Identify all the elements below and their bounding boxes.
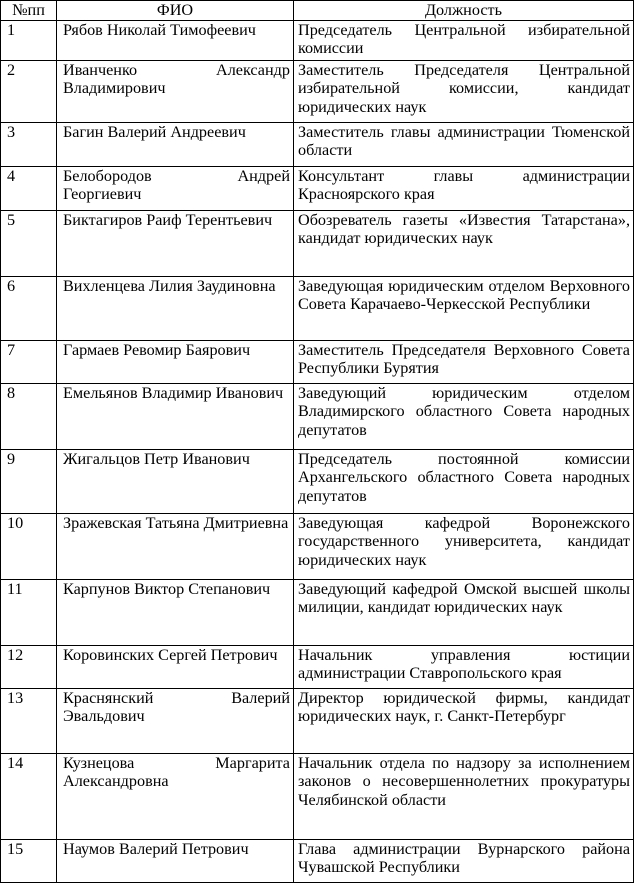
row-num: 4 [1,167,57,211]
table-header [1,1,634,21]
table-row [1,580,634,646]
table-row [1,514,634,580]
row-num: 1 [1,21,57,61]
row-position: Заведующая юридическим отделом Верховного Совета Карачаево-Черкесской Республики [294,277,634,341]
row-fio: Гармаев Ревомир Баярович [57,341,294,384]
row-fio: Рябов Николай Тимофеевич [57,21,294,61]
row-position: Заместитель Председателя Верховного Совета Республики Бурятия [294,341,634,384]
row-fio: Багин Валерий Андреевич [57,123,294,167]
row-position: Начальник управления юстиции администрации Ставропольского края [294,646,634,689]
row-fio: Вихленцева Лилия Заудиновна [57,277,294,341]
row-position: Глава администрации Вурнарского района Чувашской Республики [294,840,634,883]
row-position: Заведующий юридическим отделом Владимирского областного Совета народных депутатов [294,384,634,450]
row-fio: Зражевская Татьяна Дмитриевна [57,514,294,580]
row-num: 2 [1,61,57,123]
row-fio: Белобородов Андрей Георгиевич [57,167,294,211]
row-num: 7 [1,341,57,384]
table-row [1,689,634,754]
header-position: Должность [294,1,634,21]
header-num: №пп [1,1,57,21]
row-fio: Иванченко Александр Владимирович [57,61,294,123]
row-position: Начальник отдела по надзору за исполнением законов о несовершеннолетних прокуратуры Челябинской области [294,754,634,840]
row-fio: Карпунов Виктор Степанович [57,580,294,646]
table-row [1,450,634,514]
row-num: 10 [1,514,57,580]
row-num: 3 [1,123,57,167]
table-row [1,21,634,61]
table-row [1,341,634,384]
table-body [1,21,634,883]
row-fio: Коровинских Сергей Петрович [57,646,294,689]
row-num: 11 [1,580,57,646]
table-row [1,123,634,167]
row-position: Председатель постоянной комиссии Архангельского областного Совета народных депутатов [294,450,634,514]
table-row [1,646,634,689]
row-fio: Жигальцов Петр Иванович [57,450,294,514]
row-position: Консультант главы администрации Красноярского края [294,167,634,211]
row-position: Заведующий кафедрой Омской высшей школы милиции, кандидат юридических наук [294,580,634,646]
row-position: Обозреватель газеты «Известия Татарстана», кандидат юридических наук [294,211,634,277]
row-num: 12 [1,646,57,689]
row-fio: Краснянский Валерий Эвальдович [57,689,294,754]
row-fio: Наумов Валерий Петрович [57,840,294,883]
row-position: Заведующая кафедрой Воронежского государственного университета, кандидат юридических наук [294,514,634,580]
row-num: 14 [1,754,57,840]
row-num: 5 [1,211,57,277]
row-num: 9 [1,450,57,514]
row-position: Заместитель главы администрации Тюменской области [294,123,634,167]
table-row [1,167,634,211]
row-fio: Биктагиров Раиф Терентьевич [57,211,294,277]
row-position: Заместитель Председателя Центральной избирательной комиссии, кандидат юридических наук [294,61,634,123]
table-row [1,840,634,883]
row-position: Председатель Центральной избирательной комиссии [294,21,634,61]
row-fio: Емельянов Владимир Иванович [57,384,294,450]
row-num: 8 [1,384,57,450]
table-row [1,277,634,341]
table-row [1,754,634,840]
row-num: 15 [1,840,57,883]
table-row [1,61,634,123]
table-row [1,211,634,277]
row-num: 6 [1,277,57,341]
header-fio: ФИО [57,1,294,21]
table-row [1,384,634,450]
row-position: Директор юридической фирмы, кандидат юридических наук, г. Санкт-Петербург [294,689,634,754]
header-row [1,1,634,21]
row-fio: Кузнецова Маргарита Александровна [57,754,294,840]
row-num: 13 [1,689,57,754]
